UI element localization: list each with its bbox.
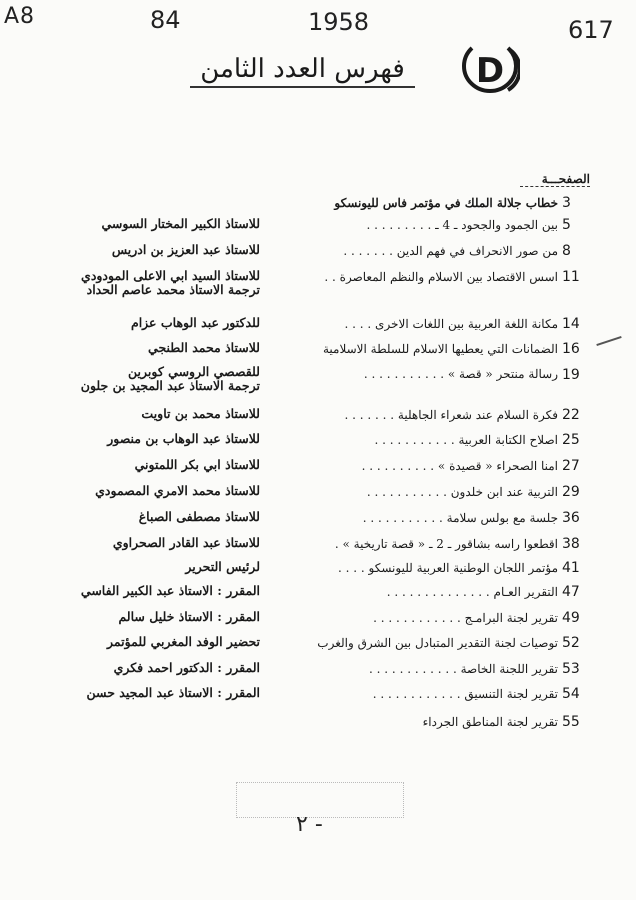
entry-page: 41 bbox=[562, 560, 580, 576]
entry-title: جلسة مع بولس سلامة . . . . . . . . . . . bbox=[362, 511, 558, 525]
bottom-handwritten-mark: ٢ - bbox=[296, 812, 323, 837]
entry-author: لرئيس التحرير bbox=[185, 559, 260, 574]
entry-title: بين الجمود والجحود ـ 4 ـ . . . . . . . . . bbox=[366, 218, 558, 232]
page-title: فهرس العدد الثامن bbox=[190, 54, 415, 88]
toc-entry bbox=[0, 659, 636, 681]
entry-page: 8 bbox=[562, 243, 571, 259]
entry-author: للاستاذ عبد الوهاب بن منصور bbox=[107, 431, 260, 446]
entry-author bbox=[10, 365, 260, 393]
toc-entry bbox=[0, 193, 636, 215]
toc-entry bbox=[0, 215, 636, 237]
logo-letter: D bbox=[475, 51, 505, 91]
entry-page: 55 bbox=[562, 714, 580, 730]
entry-page: 38 bbox=[562, 536, 580, 552]
toc-entry bbox=[0, 508, 636, 530]
entry-title: التقرير العـام . . . . . . . . . . . . . . bbox=[386, 585, 558, 599]
toc-entry bbox=[0, 430, 636, 452]
entry-author: للاستاذ محمد الامري المصمودي bbox=[95, 483, 260, 498]
entry-title: مؤتمر اللجان الوطنية العربية لليونسكو . . . . bbox=[337, 561, 558, 575]
entry-author: للاستاذ الكبير المختار السوسي bbox=[101, 216, 260, 231]
entry-page: 25 bbox=[562, 432, 580, 448]
entry-author: تحضير الوفد المغربي للمؤتمر bbox=[107, 634, 260, 649]
toc-entry bbox=[0, 712, 636, 734]
entry-translator-line: ترجمة الاستاذ محمد عاصم الحداد bbox=[86, 282, 260, 297]
entry-title: فكرة السلام عند شعراء الجاهلية . . . . . . . bbox=[344, 408, 558, 422]
entry-title: تقرير لجنة التنسيق . . . . . . . . . . . . bbox=[372, 687, 558, 701]
entry-title: امنا الصحراء « قصيدة » . . . . . . . . . . bbox=[361, 459, 558, 473]
entry-page: 54 bbox=[562, 686, 580, 702]
entry-title: مكانة اللغة العربية بين اللغات الاخرى . . . . bbox=[344, 317, 558, 331]
toc-entry bbox=[0, 482, 636, 504]
toc-entry bbox=[0, 363, 636, 399]
toc-entry bbox=[0, 267, 636, 303]
entry-title: التربية عند ابن خلدون . . . . . . . . . . . bbox=[366, 485, 558, 499]
entry-title: تقرير لجنة المناطق الجرداء bbox=[422, 715, 558, 729]
entry-title: اقطعوا راسه بشاقور ـ 2 ـ « قصة تاريخية » . bbox=[334, 537, 558, 551]
entry-page: 16 bbox=[562, 341, 580, 357]
entry-page: 49 bbox=[562, 610, 580, 626]
entry-translator-line: ترجمة الاستاذ عبد المجيد بن جلون bbox=[80, 378, 260, 393]
entry-page: 5 bbox=[562, 217, 571, 233]
entry-author bbox=[10, 269, 260, 297]
entry-page: 36 bbox=[562, 510, 580, 526]
entry-page: 29 bbox=[562, 484, 580, 500]
toc-entry bbox=[0, 405, 636, 427]
entry-title: خطاب جلالة الملك في مؤتمر فاس لليونسكو bbox=[334, 196, 558, 210]
entry-page: 22 bbox=[562, 407, 580, 423]
handwritten-page-number: 617 bbox=[568, 16, 614, 44]
toc-entry bbox=[0, 534, 636, 556]
entry-title: تقرير اللجنة الخاصة . . . . . . . . . . . . bbox=[369, 662, 558, 676]
page-column-header: الصفحـــة bbox=[520, 172, 590, 187]
entry-page: 27 bbox=[562, 458, 580, 474]
handwritten-year: 1958 bbox=[308, 8, 370, 36]
entry-author: للاستاذ مصطفى الصباغ bbox=[138, 509, 260, 524]
entry-page: 47 bbox=[562, 584, 580, 600]
toc-entry bbox=[0, 314, 636, 336]
entry-page: 19 bbox=[562, 367, 580, 383]
entry-page: 3 bbox=[562, 195, 571, 211]
entry-title: توصيات لجنة التقدير المتبادل بين الشرق والغرب bbox=[317, 636, 558, 650]
entry-author: للاستاذ عبد العزيز بن ادريس bbox=[111, 242, 260, 257]
toc-entry bbox=[0, 633, 636, 655]
corner-code-mark: A8 bbox=[4, 4, 36, 29]
entry-author: للاستاذ عبد القادر الصحراوي bbox=[112, 535, 260, 550]
entry-title: تقرير لجنة البرامـج . . . . . . . . . . . . bbox=[373, 611, 558, 625]
toc-entry bbox=[0, 684, 636, 706]
entry-author-line: للقصصي الروسي كوبرين bbox=[128, 364, 260, 379]
entry-author: للاستاذ محمد الطنجي bbox=[148, 340, 260, 355]
toc-entry bbox=[0, 339, 636, 361]
entry-title: اصلاح الكتابة العربية . . . . . . . . . . . bbox=[374, 433, 558, 447]
entry-author-line: للاستاذ السيد ابي الاعلى المودودي bbox=[81, 268, 260, 283]
entry-author: للاستاذ محمد بن تاويت bbox=[141, 406, 260, 421]
toc-entry bbox=[0, 241, 636, 263]
entry-page: 53 bbox=[562, 661, 580, 677]
toc-entry bbox=[0, 558, 636, 580]
toc-entry bbox=[0, 608, 636, 630]
entry-author: المقرر : الاستاذ خليل سالم bbox=[118, 609, 260, 624]
entry-author: المقرر : الاستاذ عبد المجيد حسن bbox=[86, 685, 260, 700]
toc-entry bbox=[0, 456, 636, 478]
circled-d-logo bbox=[460, 40, 520, 98]
entry-page: 11 bbox=[562, 269, 580, 285]
entry-author: المقرر : الدكتور احمد فكري bbox=[113, 660, 260, 675]
entry-title: من صور الانحراف في فهم الدين . . . . . . . bbox=[343, 244, 558, 258]
entry-page: 14 bbox=[562, 316, 580, 332]
entry-author: المقرر : الاستاذ عبد الكبير الفاسي bbox=[80, 583, 260, 598]
entry-author: للاستاذ ابي بكر اللمتوني bbox=[134, 457, 260, 472]
toc-entry bbox=[0, 582, 636, 604]
entry-title: اسس الاقتصاد بين الاسلام والنظم المعاصرة . . bbox=[324, 270, 558, 284]
entry-title: الضمانات التي يعطيها الاسلام للسلطة الاسلامية bbox=[322, 342, 558, 356]
handwritten-number: 84 bbox=[150, 6, 181, 34]
entry-author: للدكتور عبد الوهاب عزام bbox=[130, 315, 260, 330]
entry-page: 52 bbox=[562, 635, 580, 651]
entry-title: رسالة منتحر « قصة » . . . . . . . . . . . bbox=[363, 367, 558, 381]
